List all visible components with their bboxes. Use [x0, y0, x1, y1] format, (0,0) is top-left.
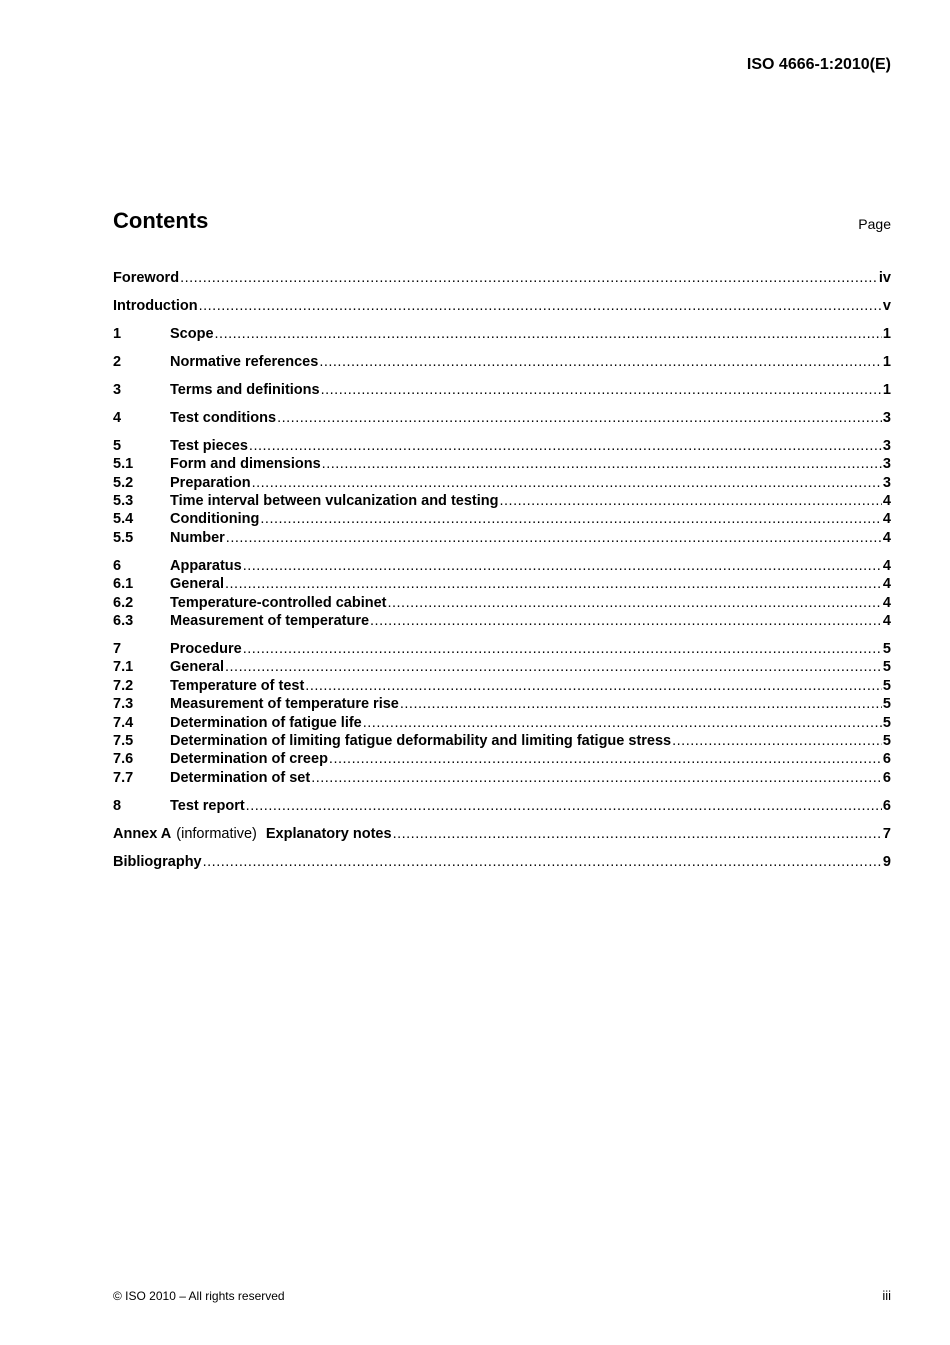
toc-entry-title: Measurement of temperature: [170, 613, 370, 630]
toc-entry-number: 7.4: [113, 714, 134, 731]
toc-entry-6-3[interactable]: [113, 612, 891, 630]
dot-leader: [363, 714, 882, 732]
toc-entry-page: 4: [882, 557, 891, 574]
dot-leader: [672, 732, 882, 750]
toc-entry-7-3[interactable]: [113, 695, 891, 713]
toc-entry-page: 9: [882, 853, 891, 870]
toc-entry-number: 7.5: [113, 732, 134, 749]
dot-leader: [321, 381, 882, 399]
toc-entry-page: 1: [882, 325, 891, 342]
table-of-contents: [113, 269, 891, 871]
dot-leader: [260, 510, 882, 528]
dot-leader: [370, 612, 882, 630]
toc-entry-title: Conditioning: [170, 511, 260, 528]
toc-entry-title: Preparation: [170, 474, 251, 491]
toc-entry-title: Temperature-controlled cabinet: [170, 594, 387, 611]
dot-leader: [387, 594, 881, 612]
toc-entry-title: Determination of fatigue life: [170, 714, 362, 731]
toc-entry-page: iv: [878, 270, 891, 286]
toc-entry-title: Determination of limiting fatigue deformability and limiting fatigue stress: [170, 732, 672, 749]
dot-leader: [225, 658, 882, 676]
toc-entry-page: 4: [882, 594, 891, 611]
contents-header: [113, 208, 891, 238]
toc-entry-page: 4: [882, 613, 891, 630]
toc-entry-title: Test pieces: [170, 437, 248, 454]
page-column-label: Page: [858, 216, 891, 232]
toc-entry-5-5[interactable]: [113, 529, 891, 547]
toc-entry-title: General: [170, 576, 224, 593]
toc-entry-title: General: [170, 659, 224, 676]
toc-entry-7-5[interactable]: [113, 732, 891, 750]
toc-entry-title: Temperature of test: [170, 677, 305, 694]
toc-entry-number: 5.1: [113, 456, 134, 473]
dot-leader: [400, 695, 882, 713]
toc-entry-5-2[interactable]: [113, 474, 891, 492]
toc-entry-7-6[interactable]: [113, 750, 891, 768]
dot-leader: [319, 353, 882, 371]
toc-entry-number: 5: [113, 437, 122, 454]
copyright-notice: © ISO 2010 – All rights reserved: [113, 1289, 285, 1303]
toc-entry-number: 7.7: [113, 769, 134, 786]
annex-type: (informative): [176, 825, 257, 842]
toc-entry-page: 5: [882, 659, 891, 676]
dot-leader: [215, 325, 882, 343]
toc-entry-title: Bibliography: [113, 853, 202, 870]
toc-entry-title: Foreword: [113, 270, 180, 286]
toc-entry-5-3[interactable]: [113, 492, 891, 510]
toc-entry-number: 7.2: [113, 677, 134, 694]
toc-entry-page: 5: [882, 641, 891, 657]
toc-entry-number: 3: [113, 381, 122, 398]
dot-leader: [499, 492, 881, 510]
toc-entry-title: Test conditions: [170, 409, 277, 426]
toc-entry-number: 5.5: [113, 529, 134, 546]
toc-entry-2[interactable]: [113, 353, 891, 371]
dot-leader: [225, 575, 882, 593]
dot-leader: [199, 297, 882, 315]
dot-leader: [322, 455, 882, 473]
toc-entry-title: Determination of creep: [170, 751, 328, 768]
toc-entry-title: Test report: [170, 797, 245, 814]
toc-entry-number: 2: [113, 353, 122, 370]
annex-label: Annex A: [113, 825, 172, 842]
toc-entry-title: Introduction: [113, 297, 198, 314]
dot-leader: [329, 750, 882, 768]
toc-entry-7-2[interactable]: [113, 677, 891, 695]
dot-leader: [243, 557, 882, 575]
toc-entry-6-1[interactable]: [113, 575, 891, 593]
toc-entry-page: 4: [882, 529, 891, 546]
toc-entry-page: 1: [882, 381, 891, 398]
toc-entry-page: 3: [882, 456, 891, 473]
toc-entry-page: 6: [882, 797, 891, 814]
dot-leader: [393, 825, 882, 843]
toc-entry-7-7[interactable]: [113, 769, 891, 787]
toc-entry-6[interactable]: [113, 557, 891, 575]
toc-entry-number: 5.4: [113, 511, 134, 528]
toc-entry-4[interactable]: [113, 409, 891, 427]
toc-entry-page: 4: [882, 493, 891, 510]
toc-entry-bibliography[interactable]: [113, 853, 891, 871]
toc-entry-title: Normative references: [170, 353, 319, 370]
dot-leader: [305, 677, 882, 695]
toc-entry-page: 5: [882, 696, 891, 713]
toc-entry-number: 6.3: [113, 613, 134, 630]
toc-entry-1[interactable]: [113, 325, 891, 343]
toc-entry-number: 4: [113, 409, 122, 426]
toc-entry-title: Measurement of temperature rise: [170, 696, 399, 713]
toc-entry-title: Number: [170, 529, 225, 546]
toc-entry-number: 7: [113, 641, 122, 657]
toc-entry-3[interactable]: [113, 381, 891, 399]
document-id: ISO 4666-1:2010(E): [746, 56, 891, 73]
toc-entry-6-2[interactable]: [113, 594, 891, 612]
toc-entry-number: 5.3: [113, 493, 134, 510]
toc-entry-page: 3: [882, 437, 891, 454]
toc-entry-number: 8: [113, 797, 122, 814]
dot-leader: [203, 853, 882, 871]
toc-entry-number: 5.2: [113, 474, 134, 491]
toc-entry-introduction[interactable]: [113, 297, 891, 315]
dot-leader: [277, 409, 882, 427]
toc-entry-number: 7.3: [113, 696, 134, 713]
toc-entry-foreword[interactable]: [113, 269, 891, 287]
toc-entry-page: 3: [882, 409, 891, 426]
toc-entry-title: Form and dimensions: [170, 456, 321, 473]
dot-leader: [243, 640, 882, 658]
toc-entry-title: Procedure: [170, 641, 242, 657]
toc-entry-number: 6.1: [113, 576, 134, 593]
toc-entry-7-4[interactable]: [113, 714, 891, 732]
toc-entry-8[interactable]: [113, 797, 891, 815]
toc-entry-title: Apparatus: [170, 557, 242, 574]
toc-entry-page: 5: [882, 714, 891, 731]
toc-entry-7[interactable]: [113, 640, 891, 658]
toc-entry-title: Scope: [170, 325, 214, 342]
toc-entry-page: 7: [882, 825, 891, 842]
toc-entry-title: Terms and definitions: [170, 381, 320, 398]
toc-entry-5-4[interactable]: [113, 510, 891, 528]
toc-entry-title: Time interval between vulcanization and testing: [170, 493, 499, 510]
dot-leader: [180, 269, 878, 287]
dot-leader: [249, 437, 882, 455]
toc-entry-number: 6: [113, 557, 122, 574]
toc-entry-page: v: [882, 297, 891, 314]
toc-entry-page: 5: [882, 732, 891, 749]
toc-entry-number: 1: [113, 325, 122, 342]
contents-title: Contents: [113, 208, 209, 233]
toc-entry-page: 4: [882, 576, 891, 593]
toc-entry-7-1[interactable]: [113, 658, 891, 676]
toc-entry-page: 5: [882, 677, 891, 694]
dot-leader: [311, 769, 882, 787]
toc-entry-number: 7.1: [113, 659, 134, 676]
toc-entry-number: 6.2: [113, 594, 134, 611]
toc-entry-page: 6: [882, 751, 891, 768]
dot-leader: [252, 474, 882, 492]
toc-entry-title: Determination of set: [170, 769, 311, 786]
toc-entry-page: 1: [882, 353, 891, 370]
toc-entry-5[interactable]: [113, 437, 891, 455]
toc-entry-5-1[interactable]: [113, 455, 891, 473]
toc-entry-annex-a[interactable]: [113, 825, 891, 843]
page-number: iii: [882, 1288, 891, 1303]
dot-leader: [246, 797, 882, 815]
toc-entry-page: 6: [882, 769, 891, 786]
toc-entry-title: Explanatory notes: [265, 825, 392, 842]
toc-entry-page: 4: [882, 511, 891, 528]
toc-entry-page: 3: [882, 474, 891, 491]
dot-leader: [226, 529, 882, 547]
toc-entry-number: 7.6: [113, 751, 134, 768]
